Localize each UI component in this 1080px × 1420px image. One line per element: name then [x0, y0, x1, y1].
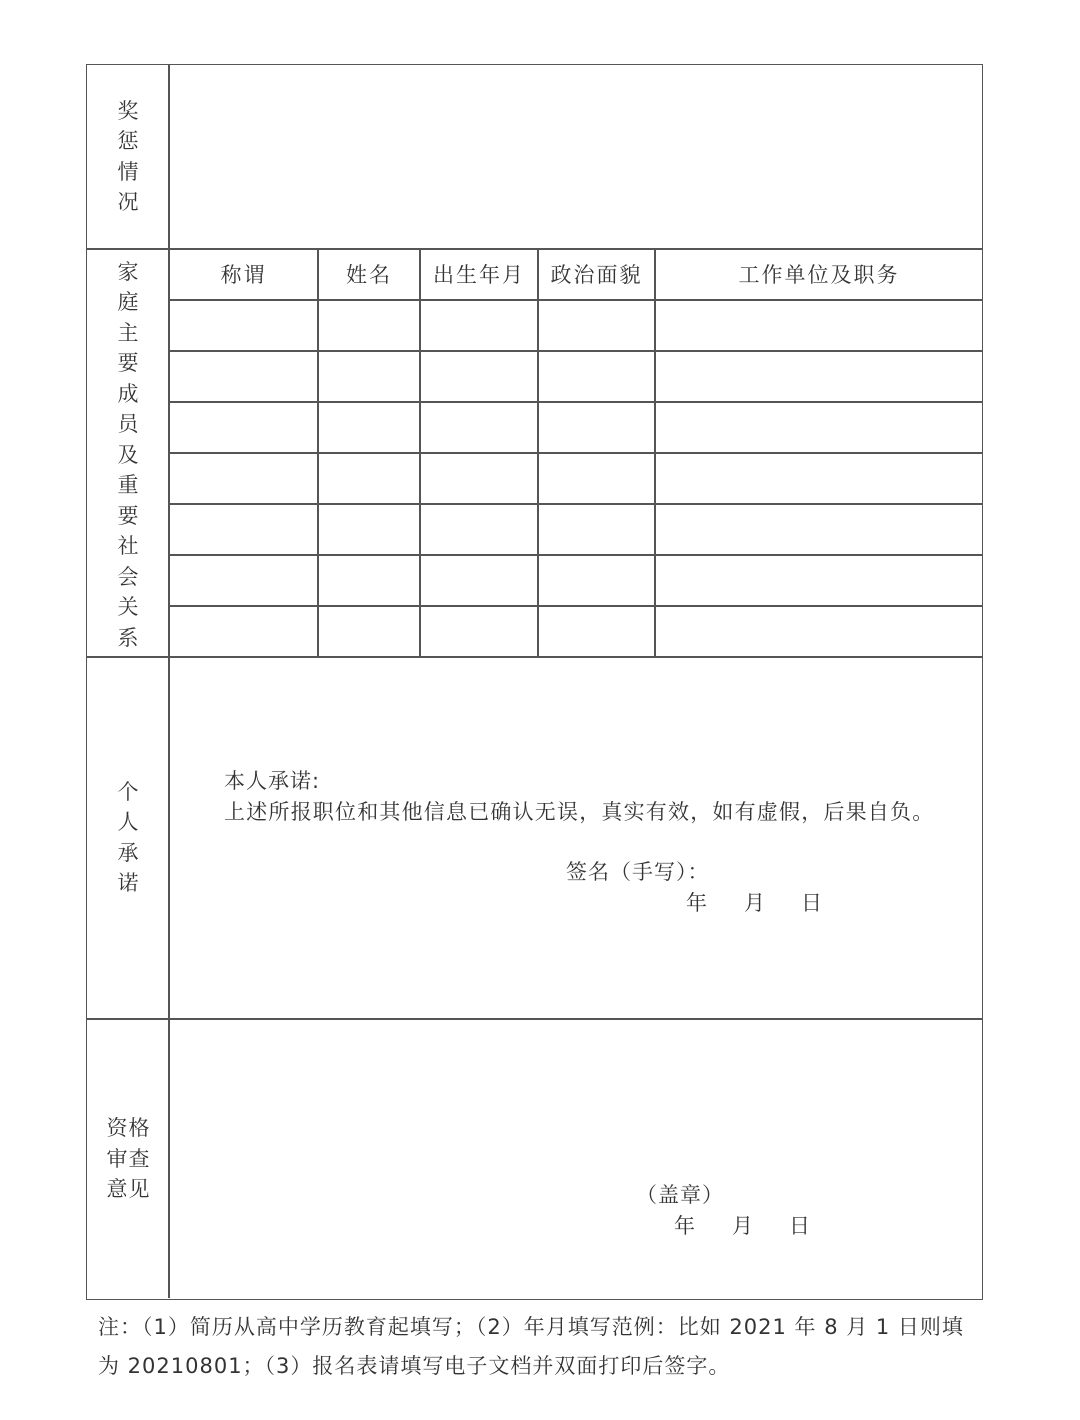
label-char: 况: [117, 190, 139, 214]
family-cell-birth-date[interactable]: [421, 301, 537, 350]
header-political-status: 政治面貌: [550, 262, 643, 287]
family-cell-relation[interactable]: [170, 556, 317, 605]
label-char: 庭: [117, 290, 139, 315]
family-cell-birth-date[interactable]: [421, 505, 537, 554]
review-date-month: 月: [732, 1214, 754, 1238]
family-cell-birth-date[interactable]: [421, 454, 537, 503]
label-char: 格: [128, 1116, 150, 1141]
family-cell-name[interactable]: [319, 607, 419, 656]
label-char: 关: [117, 595, 139, 620]
family-cell-workplace-position[interactable]: [656, 505, 982, 554]
label-char: 惩: [117, 129, 139, 153]
family-cell-relation[interactable]: [170, 301, 317, 350]
section-divider-commitment: [87, 1018, 982, 1020]
family-cell-workplace-position[interactable]: [656, 301, 982, 350]
family-cell-name[interactable]: [319, 556, 419, 605]
family-cell-political-status[interactable]: [539, 301, 654, 350]
commitment-date-day: 日: [801, 891, 823, 915]
label-char: 个: [117, 779, 139, 804]
review-date-year: 年: [674, 1214, 696, 1238]
label-char: 要: [117, 351, 139, 376]
header-name: 姓名: [346, 262, 392, 287]
label-char: 审: [106, 1146, 128, 1171]
label-char: 及: [117, 442, 139, 467]
header-workplace-position: 工作单位及职务: [738, 262, 900, 287]
awards-content-field[interactable]: [170, 65, 982, 248]
family-cell-name[interactable]: [319, 352, 419, 401]
label-char: 人: [117, 810, 139, 834]
section-divider-family: [87, 656, 982, 658]
family-cell-name[interactable]: [319, 403, 419, 452]
family-cell-relation[interactable]: [170, 352, 317, 401]
family-cell-relation[interactable]: [170, 505, 317, 554]
label-char: 意: [106, 1177, 128, 1202]
family-cell-workplace-position[interactable]: [656, 403, 982, 452]
family-cell-political-status[interactable]: [539, 454, 654, 503]
header-relation: 称谓: [220, 262, 267, 287]
header-birth-date: 出生年月: [433, 262, 525, 287]
label-char: 承: [117, 840, 139, 865]
awards-label: [87, 65, 169, 248]
family-cell-birth-date[interactable]: [421, 556, 537, 605]
label-char: 员: [117, 412, 139, 437]
family-label: [87, 257, 169, 653]
family-cell-birth-date[interactable]: [421, 352, 537, 401]
family-cell-political-status[interactable]: [539, 556, 654, 605]
family-cell-relation[interactable]: [170, 403, 317, 452]
commitment-title: 本人承诺:: [224, 769, 321, 793]
label-char: 重: [117, 473, 139, 498]
review-date-day: 日: [789, 1214, 811, 1238]
footnote-line-2: 为 20210801；（3）报名表请填写电子文档并双面打印后签字。: [98, 1354, 731, 1378]
label-char: 成: [117, 381, 139, 406]
family-cell-relation[interactable]: [170, 607, 317, 656]
family-cell-workplace-position[interactable]: [656, 556, 982, 605]
signature-label: 签名（手写）：: [566, 860, 710, 884]
commitment-label: [87, 657, 169, 1018]
family-cell-workplace-position[interactable]: [656, 352, 982, 401]
family-cell-name[interactable]: [319, 454, 419, 503]
review-label: [87, 1019, 169, 1299]
family-cell-political-status[interactable]: [539, 607, 654, 656]
label-char: 社: [117, 534, 139, 559]
family-cell-workplace-position[interactable]: [656, 454, 982, 503]
commitment-date-month: 月: [744, 891, 766, 915]
commitment-date-year: 年: [686, 891, 708, 915]
family-cell-birth-date[interactable]: [421, 403, 537, 452]
label-char: 系: [117, 625, 139, 650]
label-char: 查: [128, 1146, 150, 1171]
family-cell-political-status[interactable]: [539, 403, 654, 452]
label-char: 家: [117, 259, 139, 284]
commitment-statement: 上述所报职位和其他信息已确认无误，真实有效，如有虚假，后果自负。: [224, 800, 935, 824]
family-cell-name[interactable]: [319, 301, 419, 350]
label-char: 资: [106, 1116, 128, 1141]
family-cell-birth-date[interactable]: [421, 607, 537, 656]
family-cell-name[interactable]: [319, 505, 419, 554]
signature-field[interactable]: [720, 852, 920, 882]
family-cell-political-status[interactable]: [539, 505, 654, 554]
family-cell-political-status[interactable]: [539, 352, 654, 401]
seal-label: （盖章）: [636, 1183, 724, 1207]
family-cell-workplace-position[interactable]: [656, 607, 982, 656]
label-char: 会: [117, 564, 139, 589]
family-cell-relation[interactable]: [170, 454, 317, 503]
label-char: 情: [117, 159, 139, 184]
registration-form-table: [86, 64, 983, 1300]
footnote-line-1: 注：（1）简历从高中学历教育起填写；（2）年月填写范例：比如 2021 年 8 月 1 日则填: [98, 1315, 964, 1339]
label-char: 见: [128, 1177, 150, 1202]
label-char: 要: [117, 503, 139, 528]
label-char: 诺: [117, 871, 139, 895]
label-char: 主: [117, 320, 139, 345]
label-char: 奖: [117, 98, 139, 123]
